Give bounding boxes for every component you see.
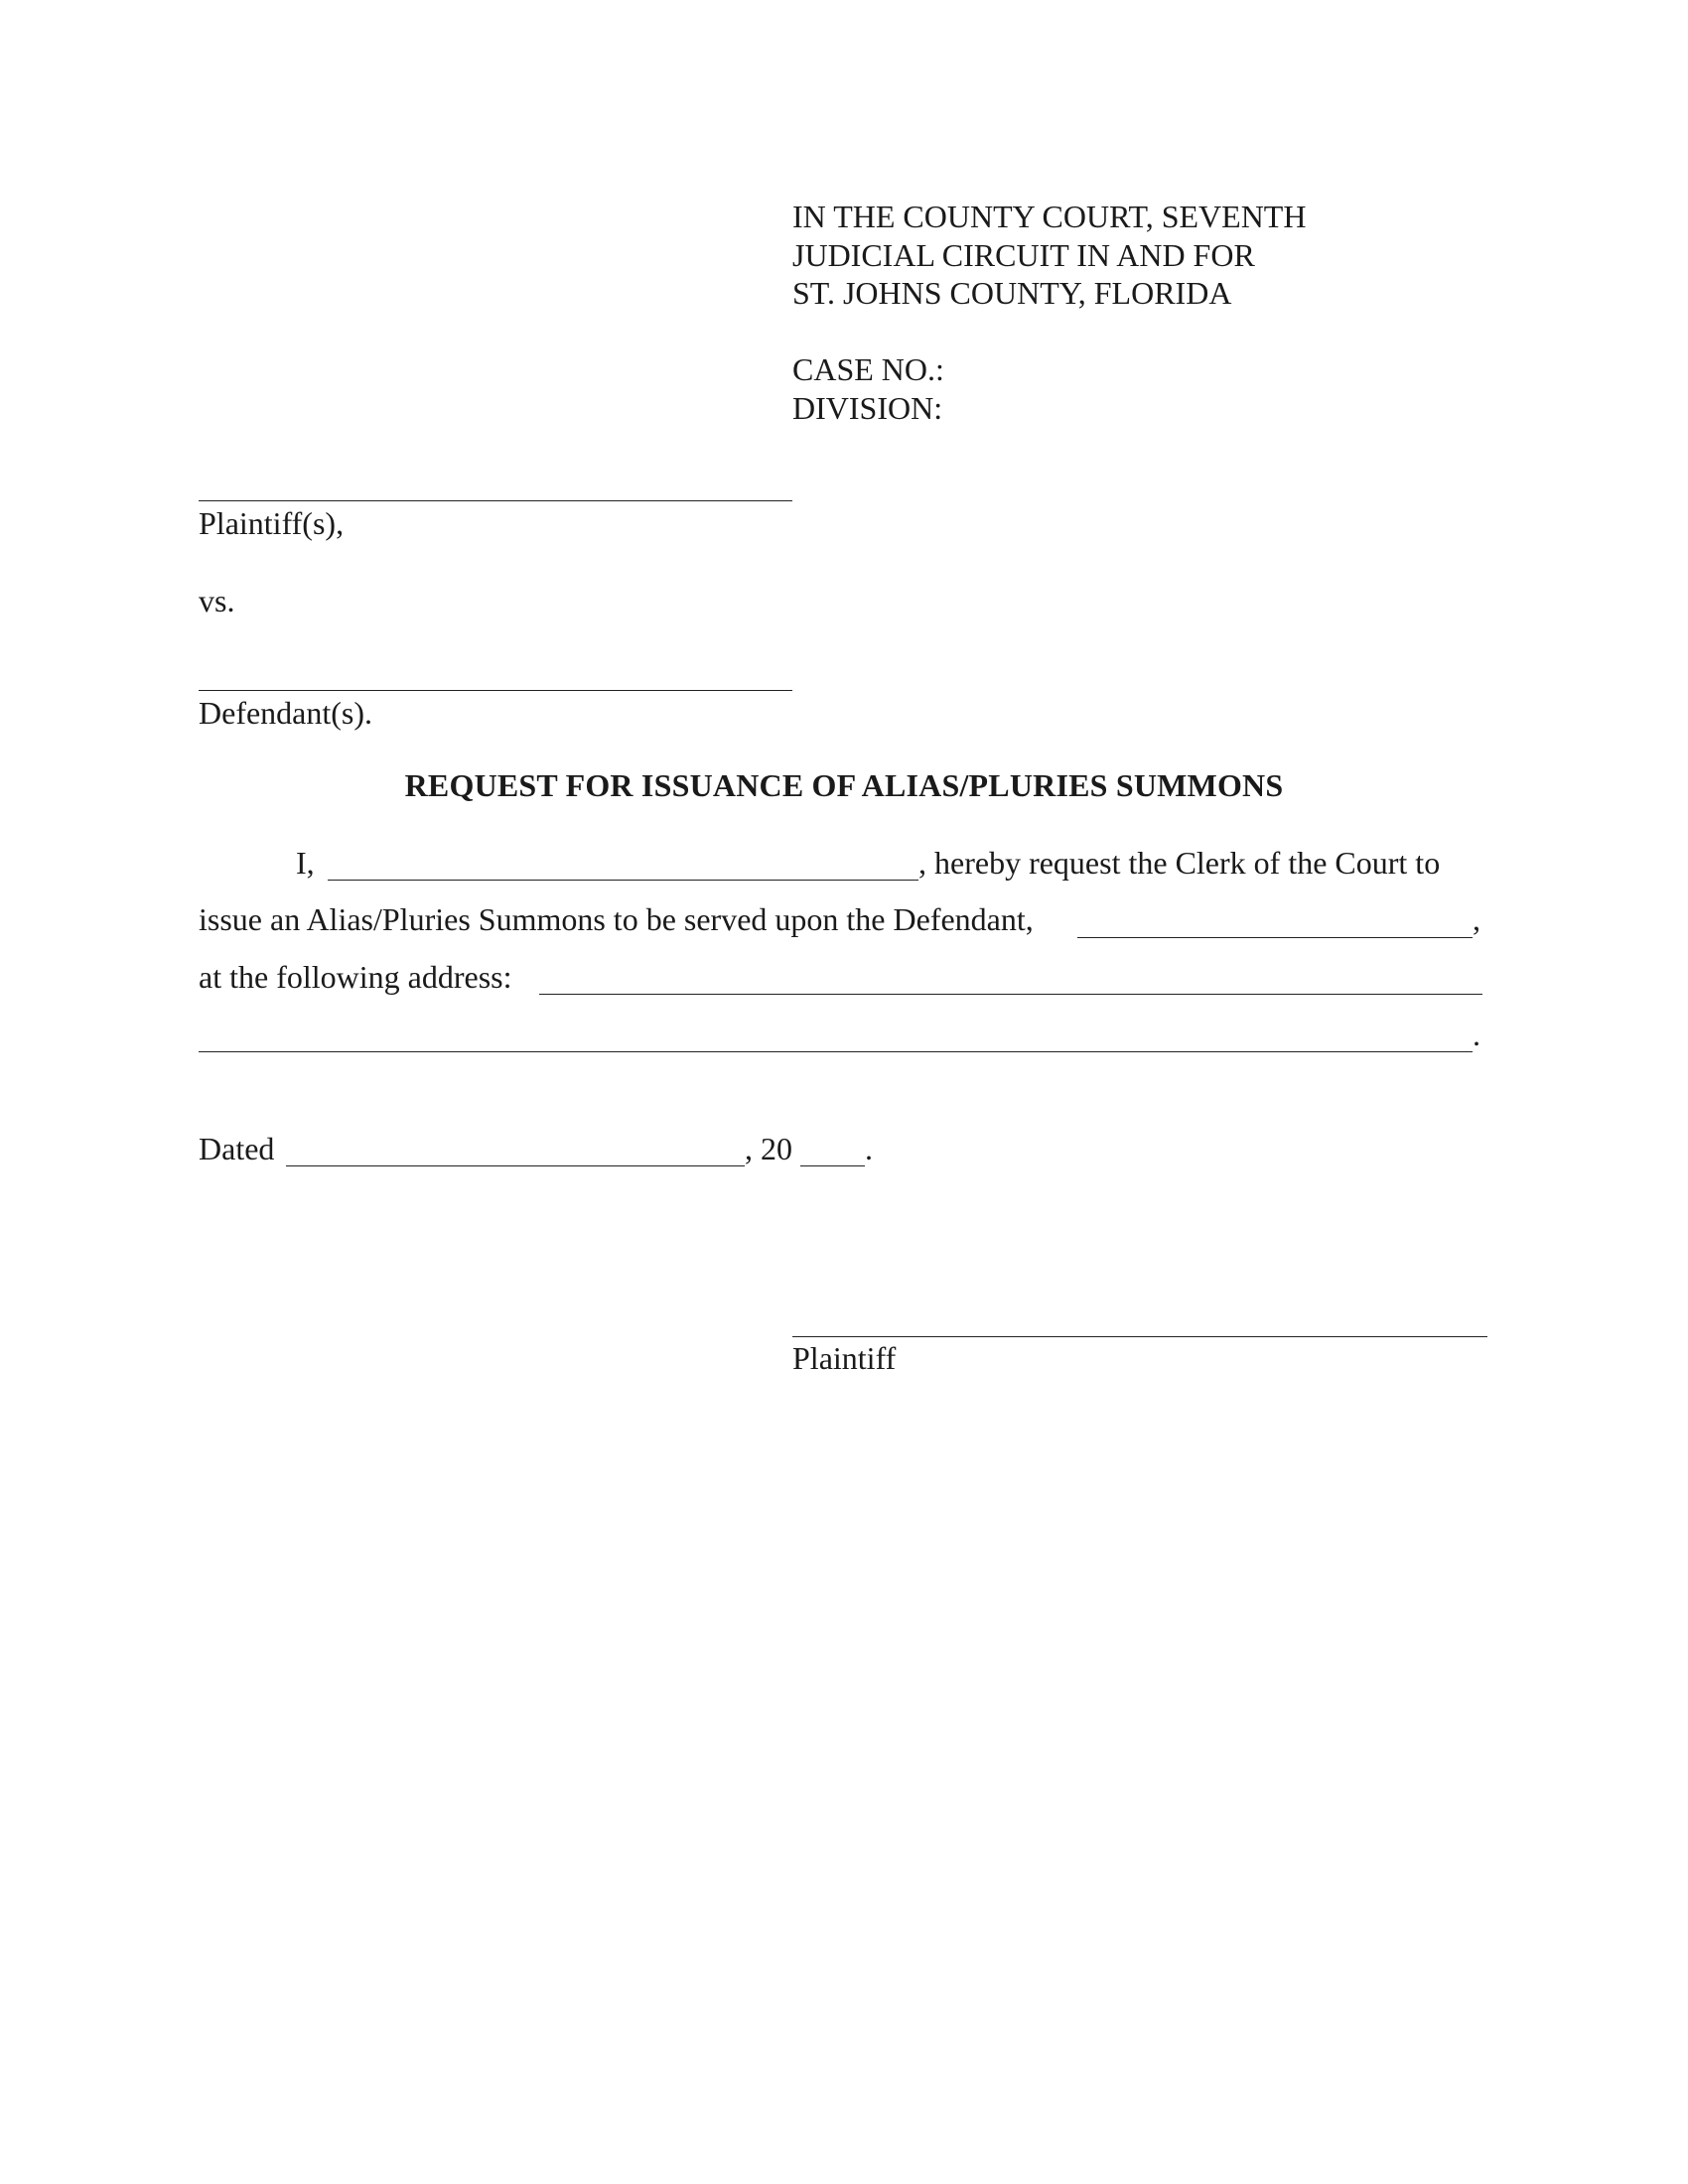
plaintiff-label: Plaintiff(s), [199,505,345,541]
defendant-served-line[interactable] [1077,937,1473,938]
court-caption-line-3: ST. JOHNS COUNTY, FLORIDA [792,275,1232,311]
plaintiff-name-line[interactable] [199,500,792,501]
court-caption [792,198,1306,313]
requester-name-line[interactable] [328,880,918,881]
dated-end: . [865,1131,873,1166]
case-no-label: CASE NO.: [792,351,944,387]
court-caption-line-2: JUDICIAL CIRCUIT IN AND FOR [792,236,1255,273]
defendant-name-line[interactable] [199,690,792,691]
defendant-label: Defendant(s). [199,695,373,731]
court-caption-line-1: IN THE COUNTY COURT, SEVENTH [792,199,1307,234]
case-info [792,350,944,427]
document-title: REQUEST FOR ISSUANCE OF ALIAS/PLURIES SUMMONS [404,767,1284,803]
body-line1-prefix: I, [296,845,315,881]
address-line-2[interactable] [199,1051,1473,1052]
body-line3-prefix: at the following address: [199,959,512,995]
vs-label: vs. [199,583,235,618]
date-line[interactable] [286,1165,745,1166]
body-line2-prefix: issue an Alias/Pluries Summons to be served upon the Defendant, [199,901,1034,937]
dated-label: Dated [199,1131,275,1166]
address-line-1[interactable] [539,994,1482,995]
body-line4-suffix: . [1473,1017,1480,1052]
dated-year-prefix: , 20 [745,1131,792,1166]
division-label: DIVISION: [792,389,943,426]
signature-line[interactable] [792,1336,1487,1337]
year-line[interactable] [800,1165,865,1166]
signature-label: Plaintiff [792,1340,897,1376]
body-line2-suffix: , [1473,901,1480,937]
body-line1-suffix: , hereby request the Clerk of the Court to [918,845,1441,881]
